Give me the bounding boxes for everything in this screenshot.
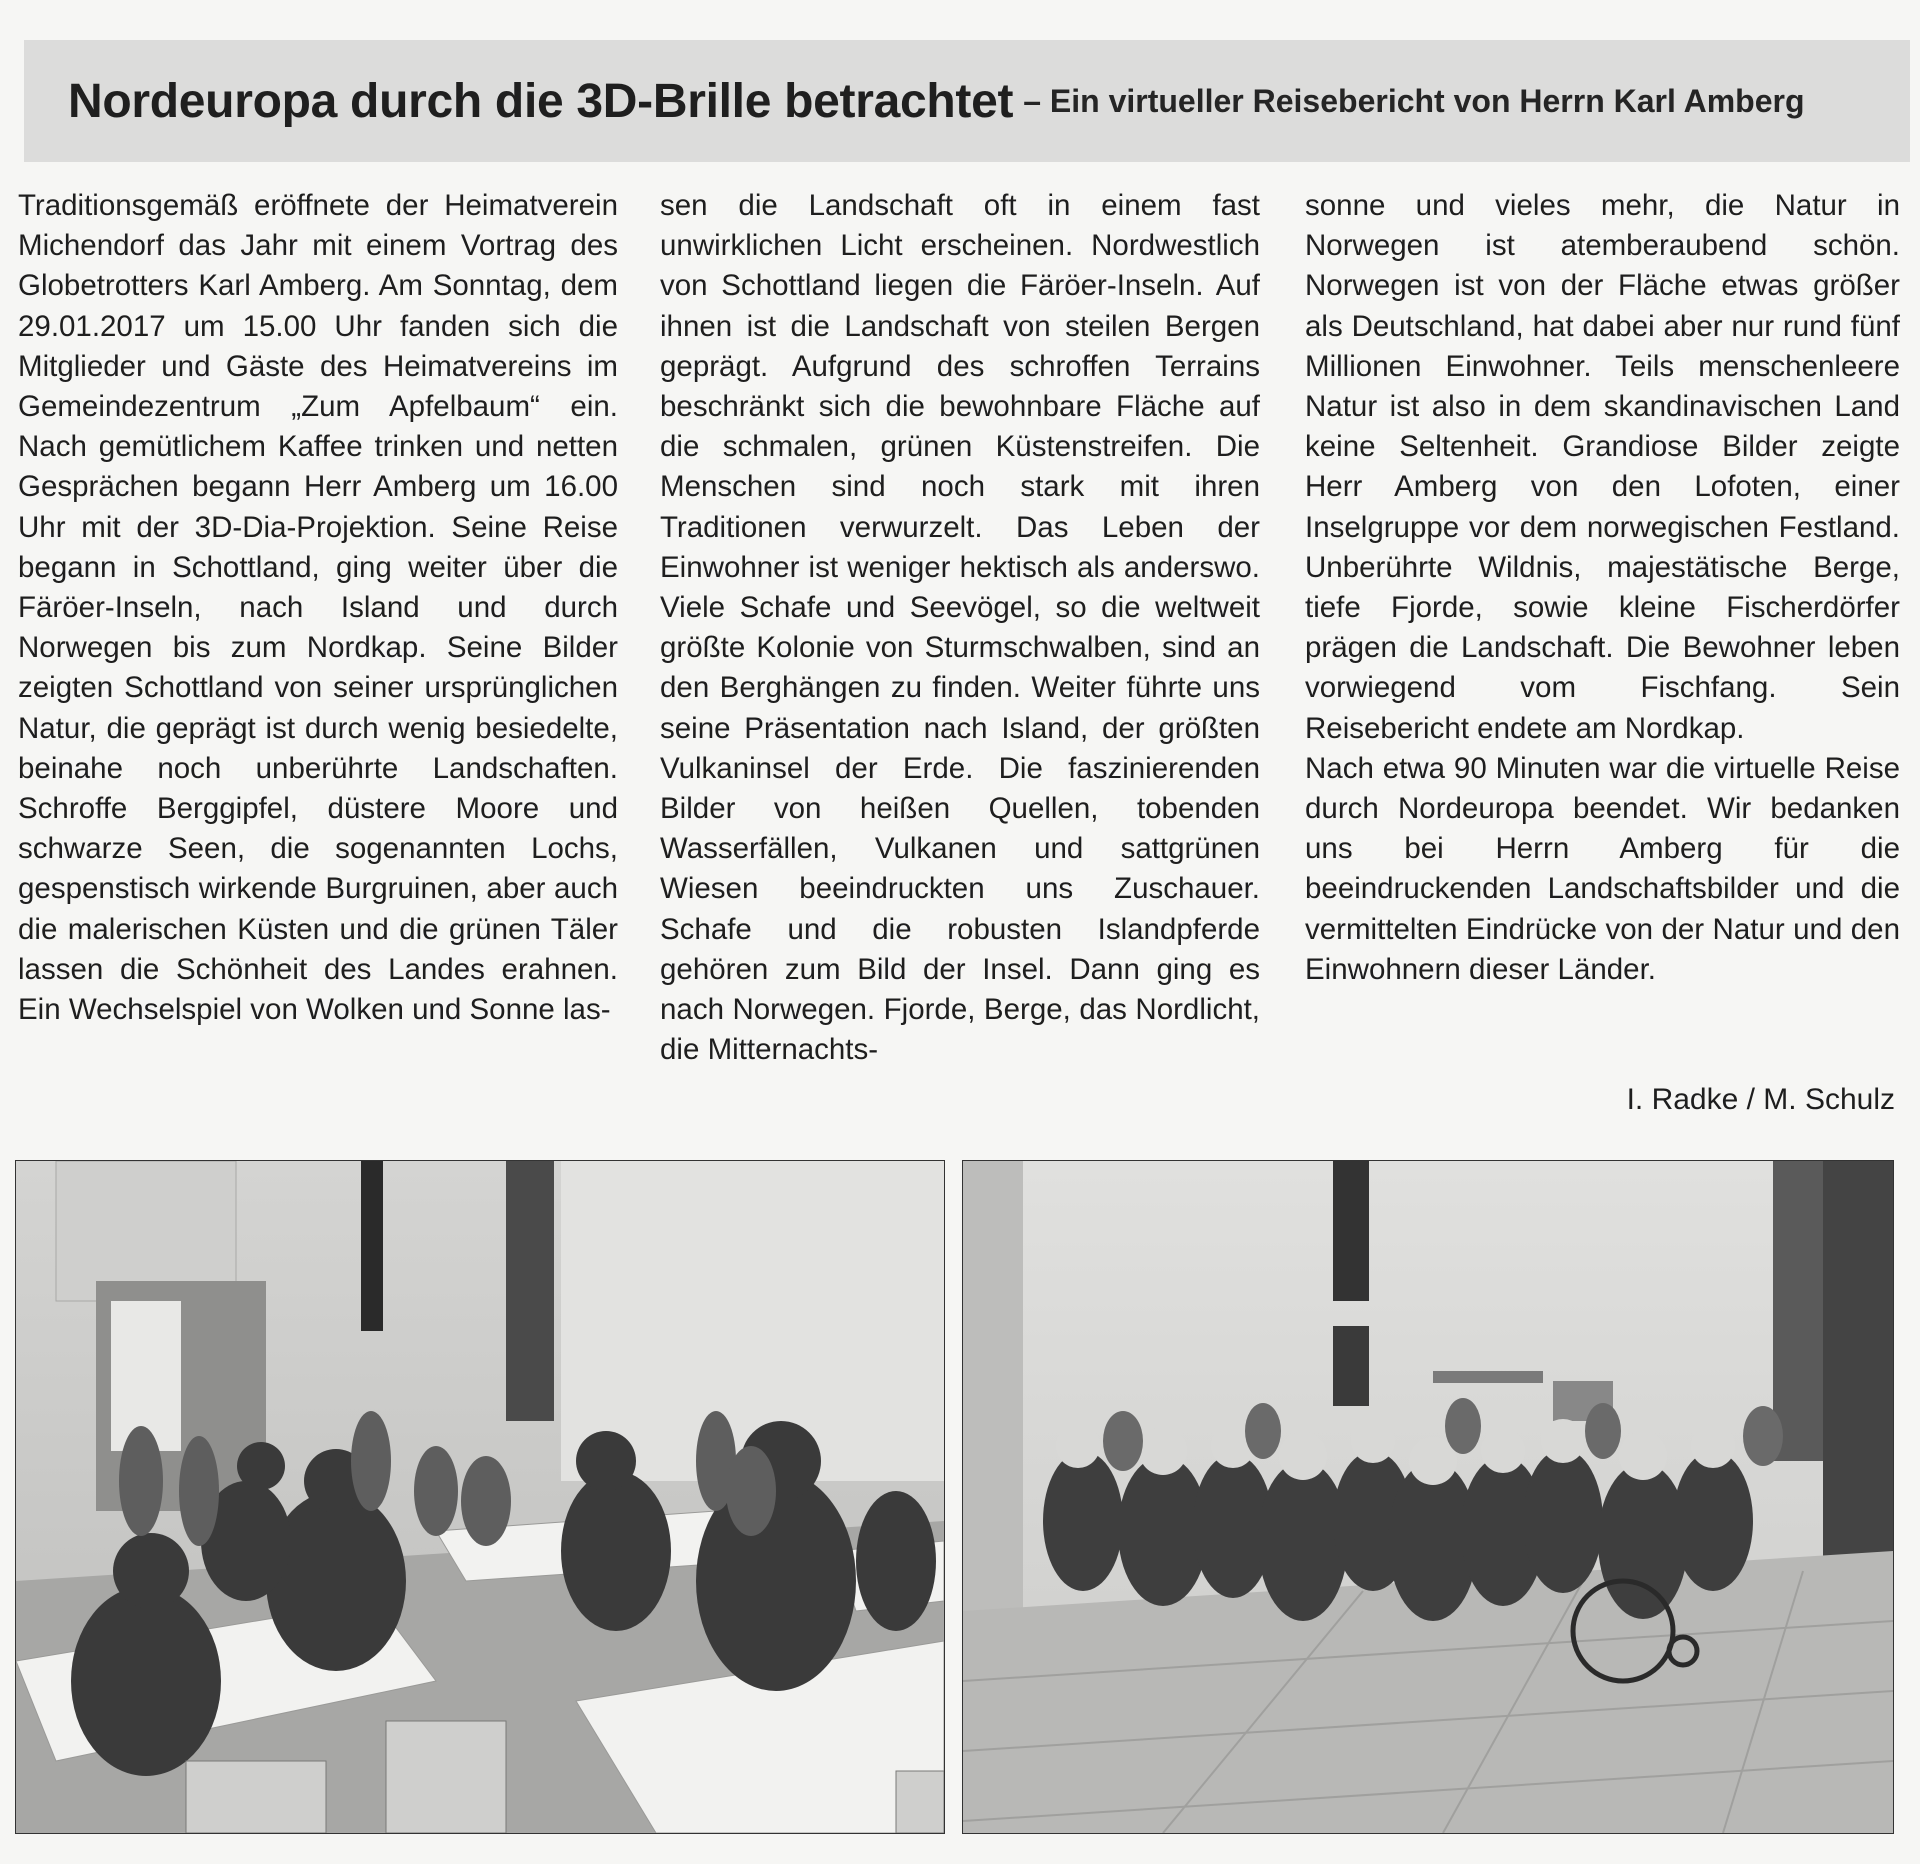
photo-audience — [962, 1160, 1894, 1834]
article-paragraph: sonne und vieles mehr, die Natur in Norwegen ist atemberaubend schön. Norwegen ist von der Fläche etwas größer als Deutschland, hat dabei aber nur rund fünf Millionen Einwohner. Teils menschenleere Natur ist also in dem skandinavischen Land keine Seltenheit. Grandiose Bilder zeigte Herr Amberg von den Lofoten, einer Inselgruppe vor dem norwegischen Festland. Unberührte Wildnis, majestätische Berge, tiefe Fjorde, sowie kleine Fischerdörfer prägen die Landschaft. Die Bewohner leben vorwiegend vom Fischfang. Sein Reisebericht endete am Nordkap. — [1305, 189, 1900, 745]
article-column-3 — [1305, 186, 1900, 990]
headline-subtitle: – Ein virtueller Reisebericht von Herrn Karl Amberg — [1023, 82, 1805, 119]
article-column-1 — [18, 186, 618, 1030]
article-paragraph: Nach etwa 90 Minuten war die virtuelle Reise durch Nordeuropa beendet. Wir bedanken uns bei Herrn Amberg für die beeindruckenden Landschaftsbilder und die vermittelten Eindrücke von der Natur und den Einwohnern dieser Länder. — [1305, 751, 1900, 986]
headline-banner — [24, 40, 1910, 162]
photo-cafe-tables — [15, 1160, 945, 1834]
photo-cafe-tables-image — [16, 1161, 944, 1833]
article-author: I. Radke / M. Schulz — [1626, 1083, 1895, 1116]
article-column-2 — [660, 186, 1260, 1070]
photo-audience-image — [963, 1161, 1893, 1833]
article-paragraph: Traditionsgemäß eröffnete der Heimatverein Michendorf das Jahr mit einem Vortrag des Globetrotters Karl Amberg. Am Sonntag, dem 29.01.2017 um 15.00 Uhr fanden sich die Mitglieder und Gäste des Heimatvereins im Gemeindezentrum „Zum Apfelbaum“ ein. Nach gemütlichem Kaffee trinken und netten Gesprächen begann Herr Amberg um 16.00 Uhr mit der 3D-Dia-Projektion. Seine Reise begann in Schottland, ging weiter über die Färöer-Inseln, nach Island und durch Norwegen bis zum Nordkap. Seine Bilder zeigten Schottland von seiner ursprünglichen Natur, die geprägt ist durch wenig besiedelte, beinahe noch unberührte Landschaften. Schroffe Berggipfel, düstere Moore und schwarze Seen, die sogenannten Lochs, gespenstisch wirkende Burgruinen, aber auch die malerischen Küsten und die grünen Täler lassen die Schönheit des Landes erahnen. Ein Wechselspiel von Wolken und Sonne las- — [18, 189, 618, 1027]
headline-title: Nordeuropa durch die 3D-Brille betrachtet — [68, 74, 1014, 128]
article-paragraph: sen die Landschaft oft in einem fast unwirklichen Licht erscheinen. Nordwestlich von Schottland liegen die Färöer-Inseln. Auf ihnen ist die Landschaft von steilen Bergen geprägt. Aufgrund des schroffen Terrains beschränkt sich die bewohnbare Fläche auf die schmalen, grünen Küstenstreifen. Die Menschen sind noch stark mit ihren Traditionen verwurzelt. Das Leben der Einwohner ist weniger hektisch als anderswo. Viele Schafe und Seevögel, so die weltweit größte Kolonie von Sturmschwalben, sind an den Berghängen zu finden. Weiter führte uns seine Präsentation nach Island, der größten Vulkaninsel der Erde. Die faszinierenden Bilder von heißen Quellen, tobenden Wasserfällen, Vulkanen und sattgrünen Wiesen beeindruckten uns Zuschauer. Schafe und die robusten Islandpferde gehören zum Bild der Insel. Dann ging es nach Norwegen. Fjorde, Berge, das Nordlicht, die Mitternachts- — [660, 189, 1260, 1067]
